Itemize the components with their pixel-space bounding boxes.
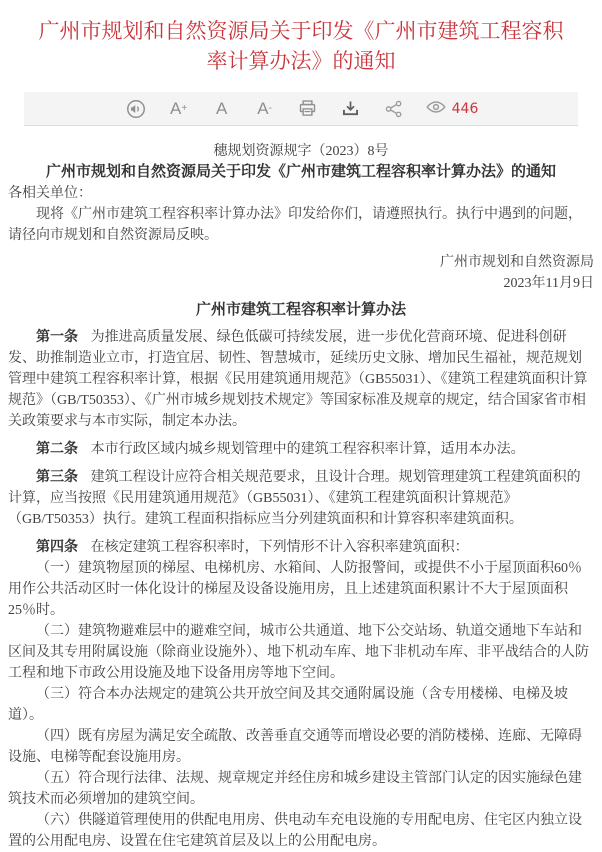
font-decrease-button[interactable]: A - — [253, 96, 277, 122]
download-icon — [340, 98, 361, 119]
share-button[interactable] — [382, 96, 406, 122]
salutation: 各相关单位： — [8, 186, 92, 201]
notice-heading: 广州市规划和自然资源局关于印发《广州市建筑工程容积率计算办法》的通知 — [45, 164, 556, 180]
article-3 — [8, 467, 594, 530]
eye-icon — [425, 96, 447, 122]
view-count: 446 — [451, 100, 479, 117]
article-4-label: 第四条 — [36, 540, 78, 555]
clause-item-4: （四）既有房屋为满足安全疏散、改善垂直交通等而增设必要的消防楼梯、连廊、无障碍设施、电梯等配套设施用房。 — [8, 729, 582, 765]
article-2-text: 本市行政区域内城乡规划管理中的建筑工程容积率计算，适用本办法。 — [90, 442, 525, 457]
view-counter — [425, 96, 479, 122]
issue-date: 2023年11月9日 — [503, 276, 594, 291]
article-4 — [8, 537, 594, 558]
article-1-text: 为推进高质量发展、绿色低碳可持续发展，进一步优化营商环境、促进科创研发、助推制造业立市，打造宜居、韧性、智慧城市，延续历史文脉、增加民生福祉，规范规划管理中建筑工程容积率计算，根据《民用建筑通用规范》（GB55031）、《建筑工程建筑面积计算规范》（GB/T50353）、《广州市城乡规划技术规定》等国家标准及规章的规定，结合国家省市相关政策要求与本市实际，制定本办法。 — [8, 330, 588, 429]
print-button[interactable] — [296, 96, 320, 122]
download-button[interactable] — [339, 96, 363, 122]
clause-item-3: （三）符合本办法规定的建筑公共开放空间及其交通附属设施（含专用楼梯、电梯及坡道）。 — [8, 687, 568, 723]
speaker-icon — [125, 98, 147, 120]
clause-item-6: （六）供隧道管理使用的供配电用房、供电动车充电设施的专用配电房、住宅区内独立设置的公用配电房、设置在住宅建筑首层及以上的公用配电房。 — [8, 813, 582, 849]
printer-icon — [297, 98, 318, 119]
document-body — [0, 126, 602, 852]
doc-number: 穗规划资源规字（2023）8号 — [213, 144, 389, 159]
font-increase-label: A — [170, 99, 182, 118]
issuer-signature: 广州市规划和自然资源局 — [440, 255, 594, 270]
article-1-label: 第一条 — [36, 330, 78, 345]
clause-item-5: （五）符合现行法律、法规、规章规定并经住房和城乡建设主管部门认定的因实施绿色建筑技术而必须增加的建筑空间。 — [8, 771, 582, 807]
share-icon — [384, 99, 404, 119]
font-normal-button[interactable] — [210, 96, 234, 122]
page-title: 广州市规划和自然资源局关于印发《广州市建筑工程容积率计算办法》的通知 — [38, 19, 564, 73]
article-4-text: 在核定建筑工程容积率时，下列情形不计入容积率建筑面积： — [90, 540, 469, 555]
article-2-label: 第二条 — [36, 442, 78, 457]
clause-item-1: （一）建筑物屋顶的梯屋、电梯机房、水箱间、人防报警间，或提供不小于屋顶面积60％用作公共活动区时一体化设计的梯屋及设备设施用房，且上述建筑面积累计不大于屋顶面积25％时。 — [8, 561, 582, 618]
font-normal-label: A — [215, 99, 228, 118]
font-decrease-label: A — [257, 99, 269, 118]
article-1 — [8, 327, 594, 432]
read-aloud-button[interactable] — [124, 96, 148, 122]
article-2 — [8, 439, 594, 460]
font-increase-button[interactable]: A + — [167, 96, 191, 122]
article-3-label: 第三条 — [36, 470, 78, 485]
intro-paragraph: 现将《广州市建筑工程容积率计算办法》印发给你们，请遵照执行。执行中遇到的问题，请径向市规划和自然资源局反映。 — [8, 207, 582, 243]
regulation-title: 广州市建筑工程容积率计算办法 — [195, 302, 406, 318]
clause-item-2: （二）建筑物避难层中的避难空间，城市公共通道、地下公交站场、轨道交通地下车站和区间及其专用附属设施（除商业设施外）、地下机动车库、地下非机动车库、非平战结合的人防工程和地下市政公用设施及地下设备用房等地下空间。 — [8, 624, 589, 681]
article-3-text: 建筑工程设计应符合相关规范要求，且设计合理。规划管理建筑工程建筑面积的计算，应当按照《民用建筑通用规范》（GB55031）、《建筑工程建筑面积计算规范》（GB/T50353）执行。建筑工程面积指标应当分列建筑面积和计算容积率建筑面积。 — [8, 470, 581, 527]
toolbar — [24, 92, 578, 126]
